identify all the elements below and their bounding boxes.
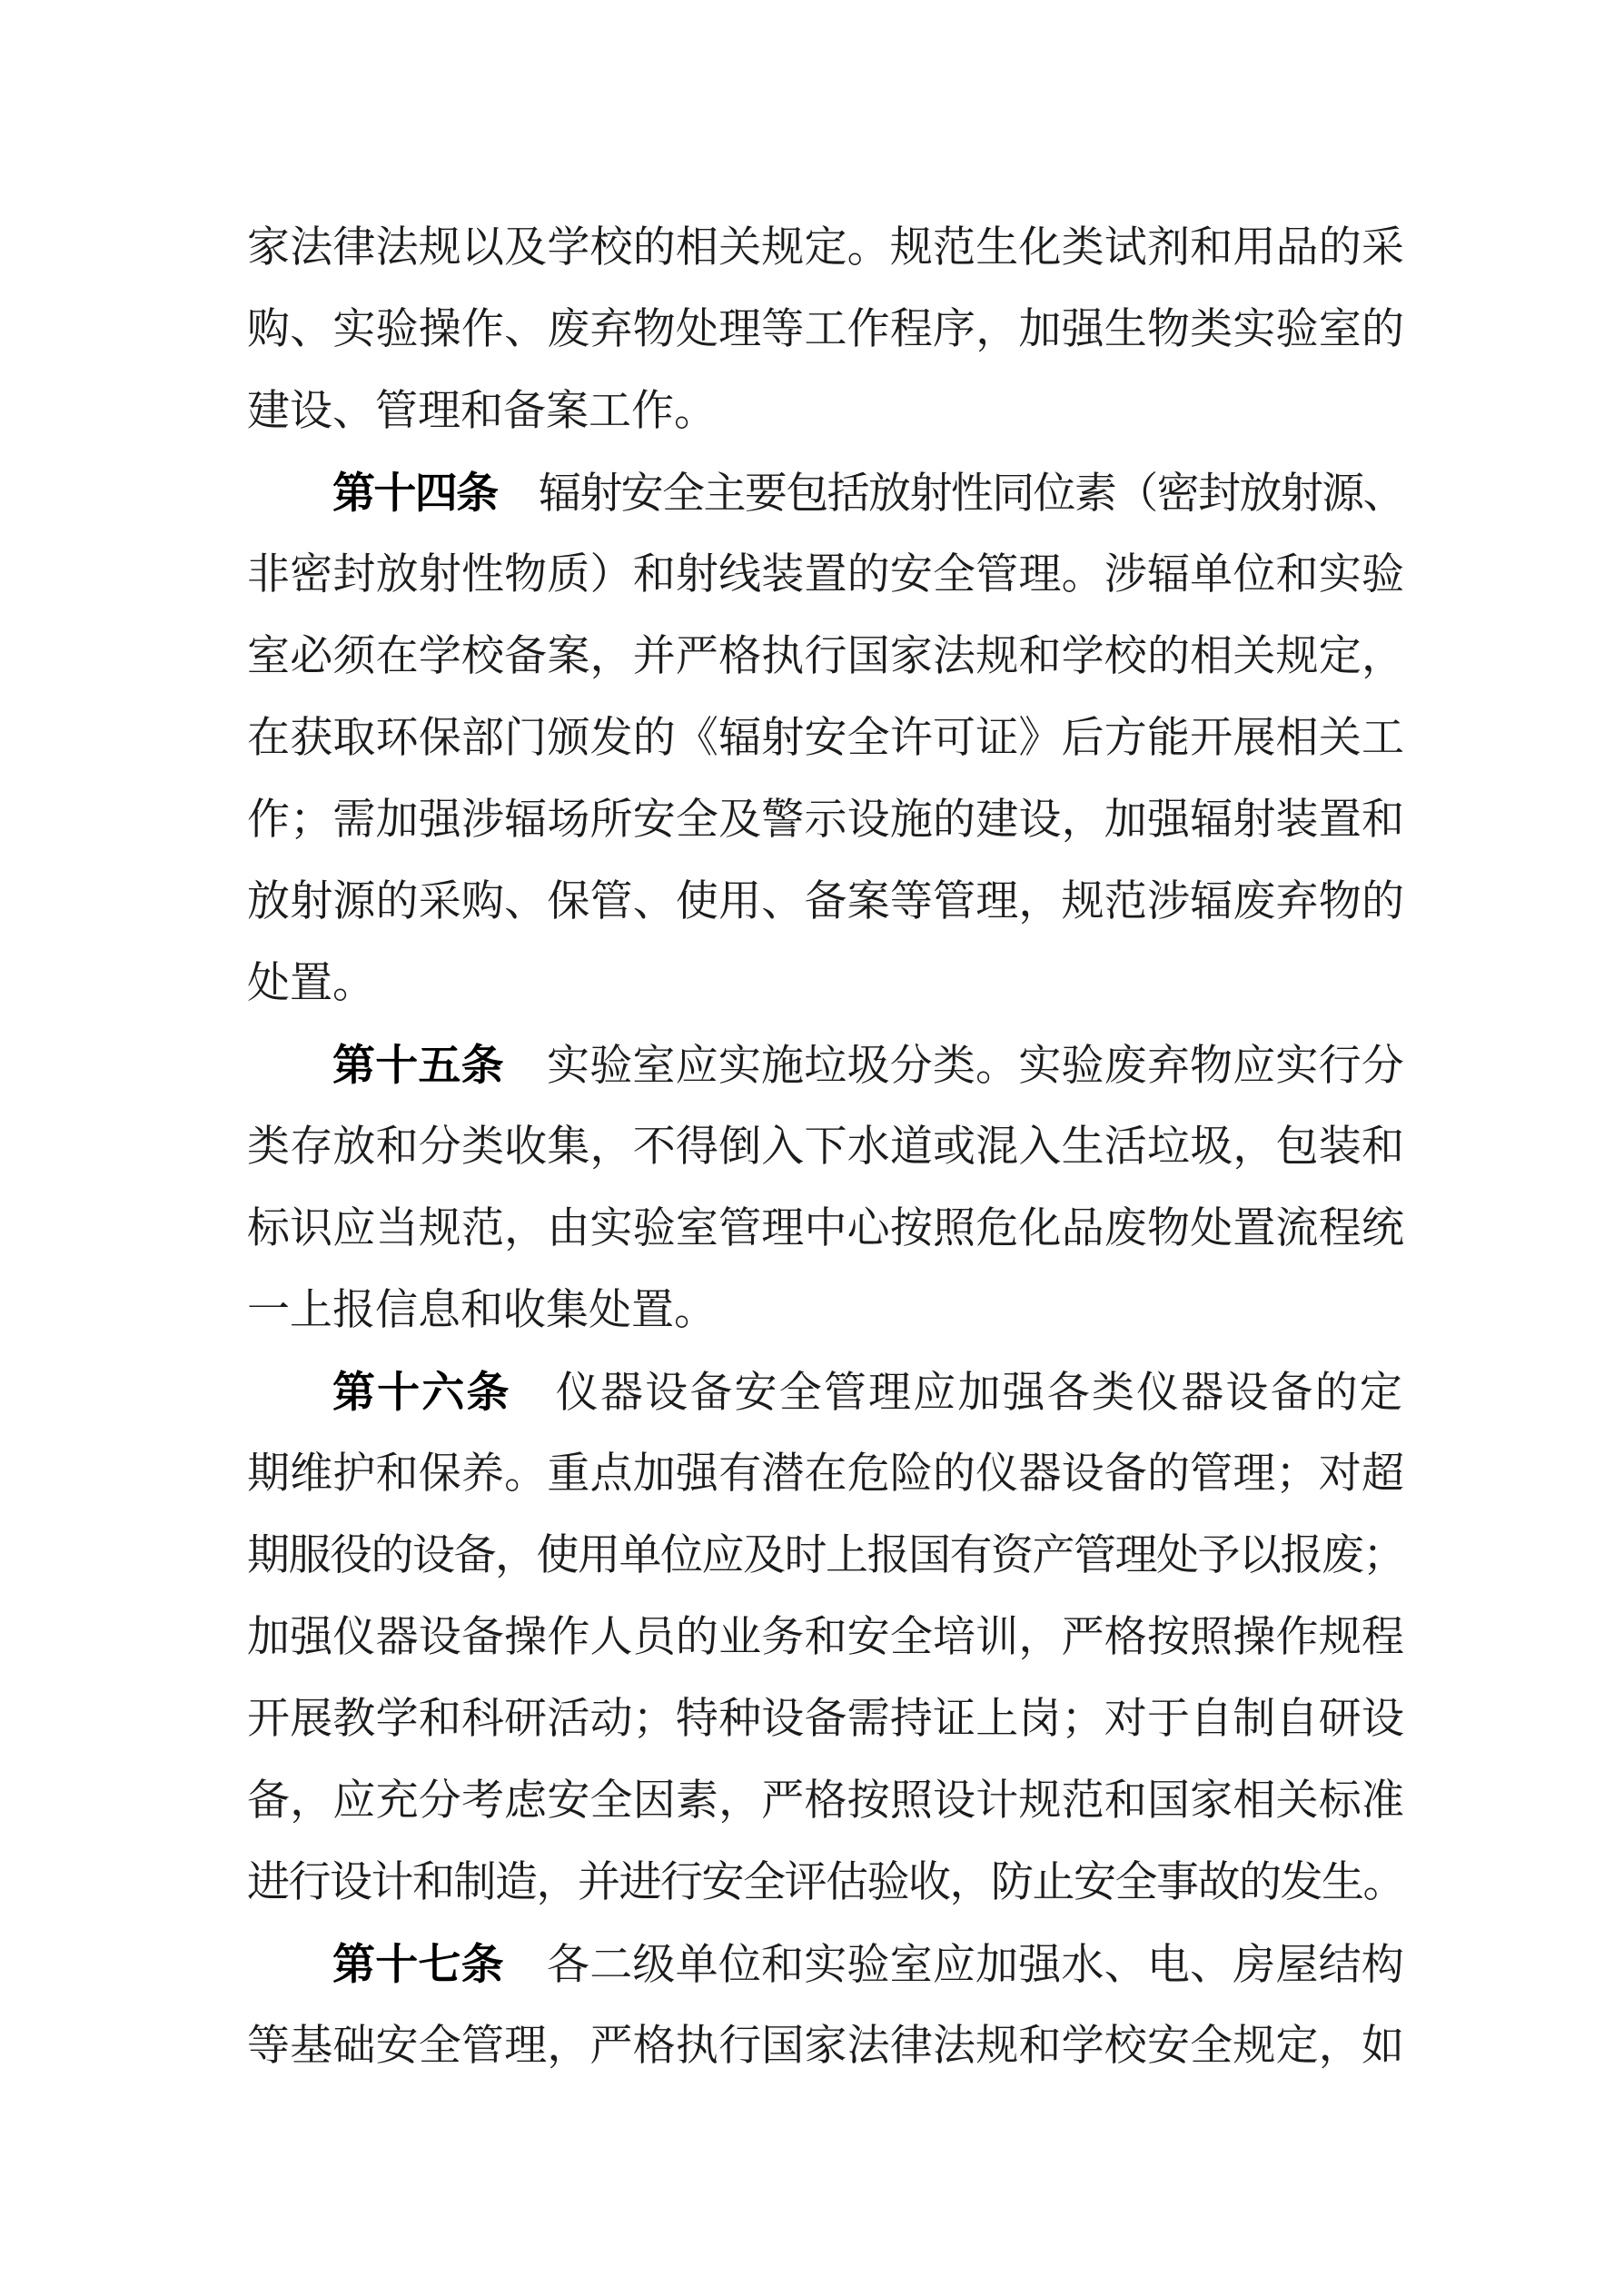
article-number: 第十七条 <box>332 1940 504 1988</box>
document-body <box>247 207 1404 2087</box>
article-number: 第十四条 <box>332 469 498 517</box>
text-line: 一上报信息和收集处置。 <box>247 1287 717 1334</box>
text-line: 第十五条 实验室应实施垃圾分类。实验废弃物应实行分 <box>332 1041 1405 1090</box>
text-line: 加强仪器设备操作人员的业务和安全培训，严格按照操作规程 <box>247 1614 1405 1661</box>
text-line: 放射源的采购、保管、使用、备案等管理，规范涉辐废弃物的 <box>247 878 1405 925</box>
text-line: 等基础安全管理，严格执行国家法律法规和学校安全规定，如 <box>247 2023 1405 2070</box>
text-line: 第十四条 辐射安全主要包括放射性同位素（密封放射源、 <box>332 469 1404 518</box>
text-line: 进行设计和制造，并进行安全评估验收，防止安全事故的发生。 <box>247 1859 1404 1906</box>
text-line: 期维护和保养。重点加强有潜在危险的仪器设备的管理；对超 <box>247 1450 1405 1498</box>
text-line: 家法律法规以及学校的相关规定。规范生化类试剂和用品的采 <box>247 224 1405 272</box>
text-line: 期服役的设备，使用单位应及时上报国有资产管理处予以报废； <box>247 1532 1404 1579</box>
text-line: 处置。 <box>247 960 375 1007</box>
article-number: 第十五条 <box>332 1041 504 1089</box>
text-line: 开展教学和科研活动；特种设备需持证上岗；对于自制自研设 <box>247 1696 1405 1743</box>
text-line: 非密封放射性物质）和射线装置的安全管理。涉辐单位和实验 <box>247 551 1405 599</box>
text-line: 标识应当规范，由实验室管理中心按照危化品废物处置流程统 <box>247 1205 1405 1252</box>
text-line: 作；需加强涉辐场所安全及警示设施的建设，加强辐射装置和 <box>247 797 1405 844</box>
text-line: 第十七条 各二级单位和实验室应加强水、电、房屋结构 <box>332 1940 1405 1989</box>
text-line: 购、实验操作、废弃物处理等工作程序，加强生物类实验室的 <box>247 306 1405 353</box>
article-number: 第十六条 <box>332 1368 511 1416</box>
text-line: 第十六条 仪器设备安全管理应加强各类仪器设备的定 <box>332 1368 1405 1417</box>
text-line: 建设、管理和备案工作。 <box>247 388 717 435</box>
text-line: 室必须在学校备案，并严格执行国家法规和学校的相关规定， <box>247 633 1405 680</box>
text-line: 类存放和分类收集，不得倒入下水道或混入生活垃圾，包装和 <box>247 1123 1405 1171</box>
text-line: 在获取环保部门颁发的《辐射安全许可证》后方能开展相关工 <box>247 715 1405 762</box>
text-line: 备，应充分考虑安全因素，严格按照设计规范和国家相关标准 <box>247 1777 1405 1825</box>
